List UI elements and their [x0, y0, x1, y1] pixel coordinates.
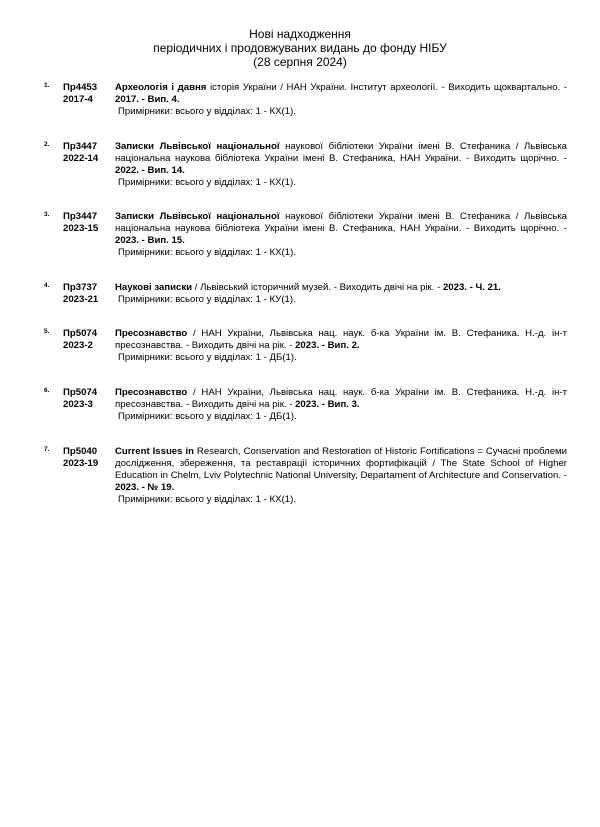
header-date: (28 серпня 2024): [253, 55, 347, 69]
entry-number: 4.: [44, 282, 50, 289]
entry-copies: Примірники: всього у відділах: 1 - КУ(1).: [118, 294, 296, 305]
shelf-year: 2023-15: [63, 223, 99, 234]
shelf-code: Пр5074: [63, 387, 98, 398]
entry-number: 3.: [44, 211, 50, 218]
entry-copies: Примірники: всього у відділах: 1 - КХ(1).: [118, 494, 296, 505]
shelf-year: 2023-3: [63, 399, 93, 410]
entry-copies: Примірники: всього у відділах: 1 - КХ(1).: [118, 177, 296, 188]
entry-volume: . - № 19.: [136, 482, 175, 493]
shelf-code: Пр3447: [63, 211, 98, 222]
entry-description: [115, 282, 567, 306]
shelf-mark: [63, 141, 109, 165]
entry-year: 2023: [295, 340, 317, 351]
entry-year: 2023: [442, 282, 465, 293]
entry-title: Археологія і давня: [115, 82, 207, 93]
shelf-mark: [63, 387, 109, 411]
entry-title: Пресознавство: [115, 328, 188, 339]
entry-year: 2023: [115, 235, 137, 246]
shelf-mark: [63, 446, 109, 470]
entry-title: Наукові записки: [115, 282, 193, 293]
shelf-mark: [63, 282, 109, 306]
entry-number: 7.: [44, 446, 50, 453]
entry-description: [115, 328, 567, 364]
document-header: [0, 27, 600, 69]
entry-number: 2.: [44, 141, 50, 148]
entry-details: наукової бібліотеки України імені В. Стефаника / Львівська національна наукова бібліотека України імені В. Стефаника, НАН України. - Виходить щорічно. -: [115, 211, 567, 234]
entry-description: [115, 211, 567, 259]
header-title: Нові надходження: [249, 27, 351, 41]
shelf-mark: [63, 328, 109, 352]
entry-copies: Примірники: всього у відділах: 1 - ДБ(1).: [118, 411, 297, 422]
entry-copies: Примірники: всього у відділах: 1 - КХ(1).: [118, 247, 296, 258]
shelf-code: Пр3737: [63, 282, 98, 293]
entry-title: Пресознавство: [115, 387, 188, 398]
entry-description: [115, 387, 567, 423]
shelf-mark: [63, 82, 109, 106]
shelf-code: Пр3447: [63, 141, 98, 152]
entry-year: 2017: [115, 94, 137, 105]
entry-details: історія України / НАН України. Інститут археології. - Виходить щоквартально. -: [206, 82, 567, 93]
shelf-year: 2023-19: [63, 458, 99, 469]
entry-description: [115, 446, 567, 506]
entry-title: Записки Львівської національної: [115, 211, 280, 222]
entry-volume: . - Вип. 15.: [136, 235, 185, 246]
entry-details: / Львівський історичний музей. - Виходить двічі на рік. -: [192, 282, 443, 293]
entry-year: 2023: [295, 399, 317, 410]
header-subtitle: періодичних і продовжуваних видань до фонду НІБУ: [153, 41, 447, 55]
entry-details: / НАН України, Львівська нац. наук. б-ка України ім. В. Стефаника. Н.-д. ін-т пресознавства. - Виходить двічі на рік. -: [115, 328, 567, 351]
entry-number: 5.: [44, 328, 50, 335]
entry-copies: Примірники: всього у відділах: 1 - ДБ(1).: [118, 352, 297, 363]
shelf-year: 2023-2: [63, 340, 93, 351]
entry-details: / НАН України, Львівська нац. наук. б-ка України ім. В. Стефаника. Н.-д. ін-т пресознавства. - Виходить двічі на рік. -: [115, 387, 567, 410]
entry-title: Записки Львівської національної: [115, 141, 280, 152]
entry-details: Research, Conservation and Restoration of Historic Fortifications = Сучасні проблеми дослідження, збереження, та реставрації історичних фортифікацій / The State School of Higher Education in Chelm, Lviv Polytechnic National University, Departament of Architecture and Conservation. -: [115, 446, 567, 481]
entry-details: наукової бібліотеки України імені В. Стефаника / Львівська національна наукова бібліотека України імені В. Стефаника, НАН України. - Виходить щорічно. -: [115, 141, 567, 164]
entry-year: 2022: [115, 165, 137, 176]
shelf-code: Пр5040: [63, 446, 98, 457]
entry-copies: Примірники: всього у відділах: 1 - КХ(1).: [118, 106, 296, 117]
shelf-code: Пр5074: [63, 328, 98, 339]
entry-year: 2023: [115, 482, 137, 493]
entry-number: 6.: [44, 387, 50, 394]
entry-volume: . - Вип. 14.: [136, 165, 185, 176]
entry-title: Current Issues in: [115, 446, 194, 457]
shelf-code: Пр4453: [63, 82, 98, 93]
entry-description: [115, 141, 567, 189]
shelf-mark: [63, 211, 109, 235]
entry-volume: . - Вип. 3.: [316, 399, 360, 410]
entry-volume: . - Вип. 4.: [136, 94, 180, 105]
entry-number: 1.: [44, 82, 50, 89]
entry-description: [115, 82, 567, 118]
entry-volume: . - Вип. 2.: [316, 340, 360, 351]
shelf-year: 2023-21: [63, 294, 99, 305]
shelf-year: 2022-14: [63, 153, 99, 164]
entry-volume: . - Ч. 21.: [464, 282, 501, 293]
shelf-year: 2017-4: [63, 94, 93, 105]
